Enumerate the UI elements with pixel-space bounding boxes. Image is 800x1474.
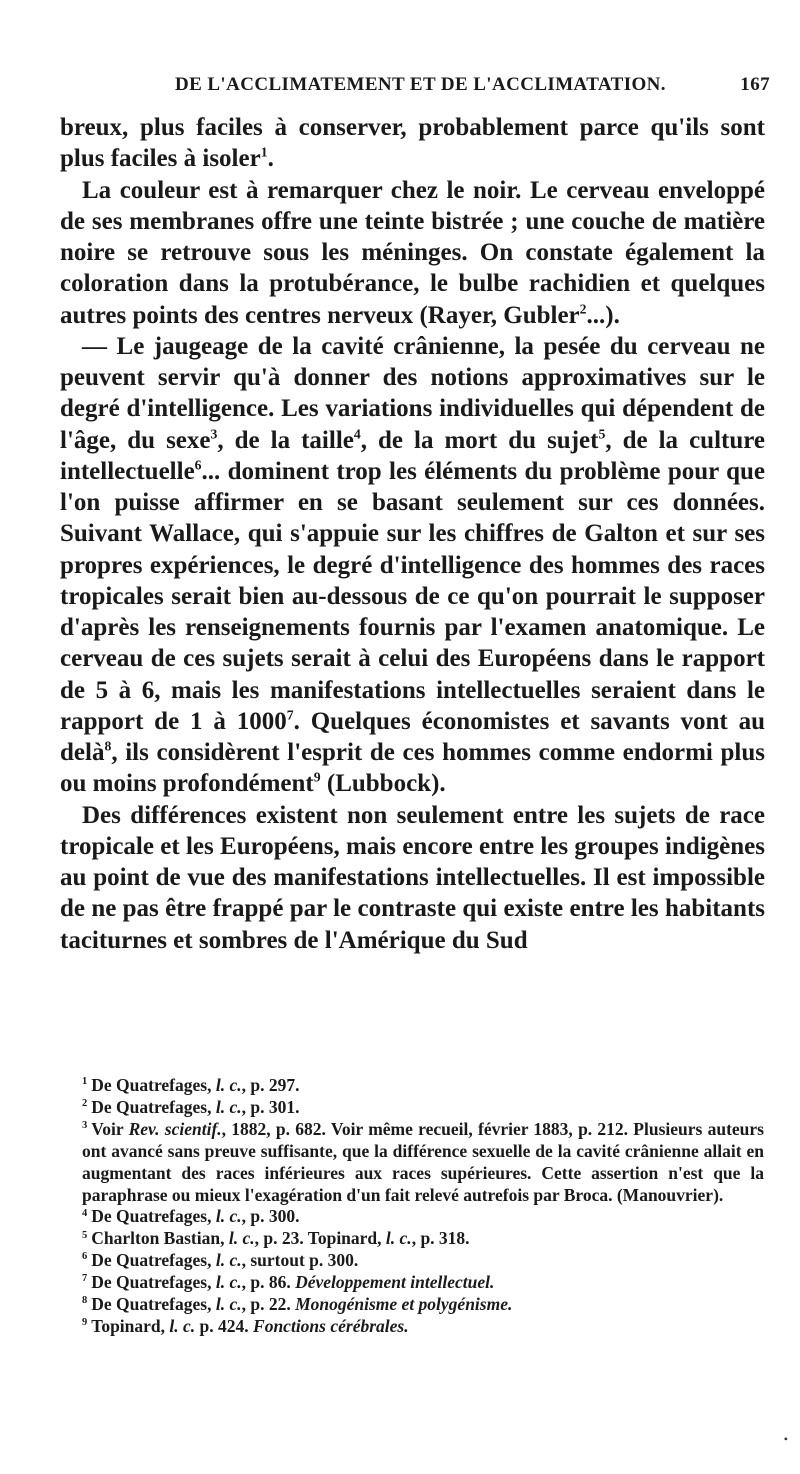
paragraph xyxy=(60,331,765,800)
italic-text: l. c. xyxy=(215,1206,242,1227)
footnote-number: 5 xyxy=(82,1229,88,1241)
footnote-number: 2 xyxy=(82,1098,88,1110)
italic-text: l. c. xyxy=(215,1096,242,1117)
text-run: , p. 86. xyxy=(241,1272,296,1293)
italic-text: l. c. xyxy=(169,1315,196,1336)
text-run: ...). xyxy=(586,301,620,329)
footnote xyxy=(82,1250,764,1272)
text-run: De Quatrefages, xyxy=(91,1272,216,1293)
paragraph xyxy=(60,112,765,175)
text-run: Charlton Bastian, xyxy=(91,1228,229,1249)
footnote-ref: 1 xyxy=(260,144,268,160)
text-run: , p. 22. xyxy=(241,1294,296,1315)
body-text xyxy=(60,112,765,956)
text-run: , p. 301. xyxy=(241,1096,300,1117)
italic-text: l. c. xyxy=(215,1272,242,1293)
paragraph xyxy=(60,800,765,956)
text-run: , de la taille xyxy=(217,426,354,454)
footnote-number: 7 xyxy=(82,1273,88,1285)
text-run: , de la mort du sujet xyxy=(360,426,599,454)
text-run: De Quatrefages, xyxy=(91,1206,216,1227)
footnote-number: 9 xyxy=(82,1317,88,1329)
italic-text: Rev. scientif. xyxy=(128,1118,222,1139)
italic-text: l. c. xyxy=(215,1250,242,1271)
text-run: , p. 297. xyxy=(241,1075,300,1095)
footnote xyxy=(82,1228,764,1250)
italic-text: Développement intellectuel. xyxy=(295,1272,495,1293)
footnote-number: 6 xyxy=(82,1251,88,1263)
footnote-number: 3 xyxy=(82,1119,88,1131)
text-run: , surtout p. 300. xyxy=(241,1250,359,1271)
footnotes xyxy=(82,1075,764,1338)
footnote-number: 8 xyxy=(82,1295,88,1307)
footnote xyxy=(82,1075,764,1097)
text-run: De Quatrefages, xyxy=(91,1075,216,1095)
italic-text: Fonctions cérébrales. xyxy=(253,1315,409,1336)
running-title: DE L'ACCLIMATEMENT ET DE L'ACCLIMATATION. xyxy=(175,74,666,95)
text-run: , p. 300. xyxy=(241,1206,300,1227)
footnote-ref: 4 xyxy=(353,426,361,442)
italic-text: l. c. xyxy=(228,1228,255,1249)
footnote-ref: 8 xyxy=(104,738,112,754)
footnote xyxy=(82,1097,764,1119)
italic-text: l. c. xyxy=(385,1228,412,1249)
text-run: p. 424. xyxy=(195,1315,254,1336)
footnote-number: 1 xyxy=(82,1076,88,1088)
footnote xyxy=(82,1206,764,1228)
page-number: 167 xyxy=(740,74,770,95)
footnote xyxy=(82,1316,764,1338)
text-run: De Quatrefages, xyxy=(91,1250,216,1271)
text-run: , de la culture intellectuelle xyxy=(60,426,765,485)
text-run: Des différences existent non seulement entre les sujets de race tropicale et les Européens, mais encore entre les groupes indigènes au point de vue des manifestations intellectuelles. Il est impossible de ne pas être frappé par le contraste qui existe entre les habitants taciturnes et sombres de l'Amérique du Sud xyxy=(60,801,765,954)
text-run: De Quatrefages, xyxy=(91,1294,216,1315)
footnote-ref: 3 xyxy=(210,426,218,442)
text-run: Voir xyxy=(91,1118,129,1139)
text-run: . xyxy=(267,145,274,173)
italic-text: Monogénisme et polygénisme. xyxy=(295,1294,513,1315)
text-run: (Lubbock). xyxy=(320,770,446,798)
text-run: , p. 23. Topinard, xyxy=(254,1228,386,1249)
footnote-ref: 6 xyxy=(194,457,202,473)
text-run: , p. 318. xyxy=(411,1228,470,1249)
text-run: Topinard, xyxy=(91,1315,170,1336)
footnote-number: 4 xyxy=(82,1207,88,1219)
paragraph xyxy=(60,175,765,331)
footnote-ref: 5 xyxy=(598,426,606,442)
footnote-ref: 2 xyxy=(579,301,587,317)
text-run: De Quatrefages, xyxy=(91,1096,216,1117)
footnote xyxy=(82,1272,764,1294)
text-run: ... dominent trop les éléments du problème pour que l'on puisse affirmer en se basant seulement sur ces données. Suivant Wallace, qui s'appuie sur les chiffres de Galton et sur ses propres expériences, le degré d'intelligence des hommes des races tropicales serait bien au-dessous de ce qu'on pourrait le supposer d'après les renseignements fournis par l'examen anatomique. Le cerveau de ces sujets serait à celui des Européens dans le rapport de 5 à 6, mais les manifestations intellectuelles seraient dans le rapport de 1 à 1000 xyxy=(60,457,765,735)
footnote-ref: 9 xyxy=(313,769,321,785)
text-run: , ils considèrent l'esprit de ces hommes comme endormi plus ou moins profondément xyxy=(60,739,765,798)
text-run: , 1882, p. 682. Voir même recueil, février 1883, p. 212. Plusieurs auteurs ont avancé sans preuve suffisante, que la différence sexuelle de la cavité crânienne allait en augmentant des races inférieures aux races supérieures. Cette assertion n'est que la paraphrase ou mieux l'exagération d'un fait relevé autrefois par Broca. (Manouvrier). xyxy=(82,1118,764,1205)
italic-text: l. c. xyxy=(215,1294,242,1315)
footnote xyxy=(82,1294,764,1316)
text-run: breux, plus faciles à conserver, probablement parce qu'ils sont plus faciles à isoler xyxy=(60,114,765,173)
corner-mark: • xyxy=(783,1432,788,1446)
text-run: . Quelques économistes et savants vont au delà xyxy=(60,707,766,766)
footnote xyxy=(82,1119,764,1207)
text-run: La couleur est à remarquer chez le noir. Le cerveau enveloppé de ses membranes offre une teinte bistrée ; une couche de matière noire se retrouve sous les méninges. On constate également la coloration dans la protubérance, le bulbe rachidien et quelques autres points des centres nerveux (Rayer, Gubler xyxy=(60,176,765,329)
italic-text: l. c. xyxy=(215,1075,242,1095)
footnote-ref: 7 xyxy=(286,707,294,723)
running-head xyxy=(60,74,770,96)
text-run: — Le jaugeage de la cavité crânienne, la pesée du cerveau ne peuvent servir qu'à donner des notions approximatives sur le degré d'intelligence. Les variations individuelles qui dépendent de l'âge, du sexe xyxy=(60,332,765,454)
